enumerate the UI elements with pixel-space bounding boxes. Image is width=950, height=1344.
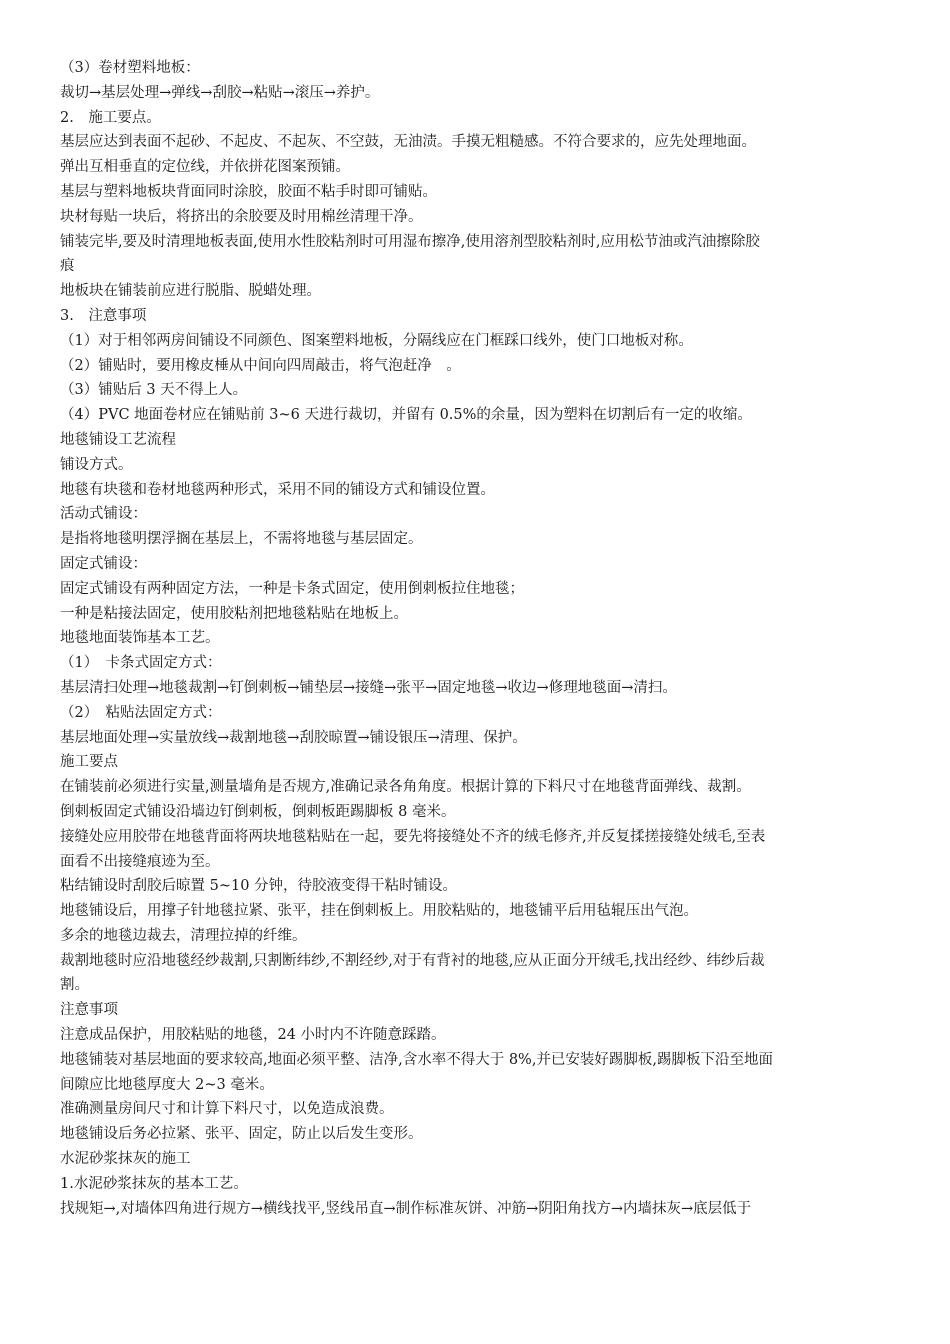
text-line: 接缝处应用胶带在地毯背面将两块地毯粘贴在一起，要先将接缝处不齐的绒毛修齐,并反复揉搓接缝处绒毛,至表	[60, 828, 766, 845]
text-line: 基层与塑料地板块背面同时涂胶，胶面不粘手时即可铺贴。	[60, 183, 437, 200]
text-line: 基层清扫处理→地毯裁割→钉倒刺板→铺垫层→接缝→张平→固定地毯→收边→修理地毯面→清扫。	[60, 679, 677, 696]
text-line: （1） 卡条式固定方式：	[60, 655, 222, 672]
text-line: 固定式铺设：	[60, 555, 147, 572]
text-line: 施工要点	[60, 754, 118, 771]
text-line: （3）铺贴后 3 天不得上人。	[60, 382, 248, 399]
text-line: 是指将地毯明摆浮搁在基层上，不需将地毯与基层固定。	[60, 531, 423, 548]
text-line: 割。	[60, 977, 89, 994]
text-line: 注意成品保护，用胶粘贴的地毯，24 小时内不许随意踩踏。	[60, 1027, 446, 1044]
text-line: （4）PVC 地面卷材应在铺贴前 3~6 天进行裁切，并留有 0.5%的余量，因为塑料在切割后有一定的收缩。	[60, 407, 752, 424]
text-line: 找规矩→,对墙体四角进行规方→横线找平,竖线吊直→制作标准灰饼、冲筋→阴阳角找方→内墙抹灰→底层低于	[60, 1200, 752, 1217]
text-line: 多余的地毯边裁去，清理拉掉的纤维。	[60, 927, 307, 944]
text-line: 水泥砂浆抹灰的施工	[60, 1151, 191, 1168]
text-line: 地毯铺设后，用撑子针地毯拉紧、张平，挂在倒刺板上。用胶粘贴的，地毯铺平后用毡辊压出气泡。	[60, 903, 698, 920]
text-line: 间隙应比地毯厚度大 2~3 毫米。	[60, 1076, 274, 1093]
text-line: 倒刺板固定式铺设沿墙边钉倒刺板，倒刺板距踢脚板 8 毫米。	[60, 803, 456, 820]
text-line: 2. 施工要点。	[60, 109, 161, 126]
text-line: 基层地面处理→实量放线→裁割地毯→刮胶晾置→铺设银压→清理、保护。	[60, 729, 527, 746]
text-line: 地毯地面装饰基本工艺。	[60, 630, 220, 647]
text-line: （1）对于相邻两房间铺设不同颜色、图案塑料地板，分隔线应在门框踩口线外，使门口地板对称。	[60, 332, 693, 349]
text-line: 裁切→基层处理→弹线→刮胶→粘贴→滚压→养护。	[60, 84, 380, 101]
text-line: 裁割地毯时应沿地毯经纱裁割,只割断纬纱,不割经纱,对于有背衬的地毯,应从正面分开绒毛,找出经纱、纬纱后裁	[60, 952, 765, 969]
text-line: 地毯铺设工艺流程	[60, 431, 176, 448]
text-line: 面看不出接缝痕迹为至。	[60, 853, 220, 870]
text-line: 在铺装前必须进行实量,测量墙角是否规方,准确记录各角角度。根据计算的下料尺寸在地毯背面弹线、裁割。	[60, 779, 751, 796]
document-page	[60, 56, 892, 1221]
text-line: 痕	[60, 258, 75, 275]
text-line: （3）卷材塑料地板：	[60, 60, 200, 76]
text-line: （2） 粘贴法固定方式：	[60, 704, 222, 721]
text-line: 粘结铺设时刮胶后晾置 5~10 分钟，待胶液变得干粘时铺设。	[60, 878, 458, 895]
text-line: 地毯铺设后务必拉紧、张平、固定，防止以后发生变形。	[60, 1126, 423, 1143]
text-line: 基层应达到表面不起砂、不起皮、不起灰、不空鼓，无油渍。手摸无粗糙感。不符合要求的，应先处理地面。	[60, 134, 756, 151]
text-line: 1.水泥砂浆抹灰的基本工艺。	[60, 1175, 248, 1192]
text-line: 块材每贴一块后，将挤出的余胶要及时用棉丝清理干净。	[60, 208, 423, 225]
text-line: 活动式铺设：	[60, 506, 147, 523]
text-line: 铺设方式。	[60, 456, 133, 473]
text-line: 地板块在铺装前应进行脱脂、脱蜡处理。	[60, 283, 321, 300]
text-line: 弹出互相垂直的定位线，并依拼花图案预铺。	[60, 159, 350, 176]
text-line: 一种是粘接法固定，使用胶粘剂把地毯粘贴在地板上。	[60, 605, 408, 622]
text-line: 注意事项	[60, 1002, 118, 1019]
text-line: 准确测量房间尺寸和计算下料尺寸，以免造成浪费。	[60, 1101, 394, 1118]
text-line: 3. 注意事项	[60, 307, 147, 324]
text-line: 地毯铺装对基层地面的要求较高,地面必须平整、洁净,含水率不得大于 8%,并已安装好踢脚板,踢脚板下沿至地面	[60, 1051, 774, 1068]
text-line: （2）铺贴时，要用橡皮棰从中间向四周敲击，将气泡赶净 。	[60, 357, 461, 374]
text-line: 固定式铺设有两种固定方法，一种是卡条式固定，使用倒刺板拉住地毯；	[60, 580, 524, 597]
text-line: 地毯有块毯和卷材地毯两种形式，采用不同的铺设方式和铺设位置。	[60, 481, 495, 498]
text-line: 铺装完毕,要及时清理地板表面,使用水性胶粘剂时可用湿布擦净,使用溶剂型胶粘剂时,应用松节油或汽油擦除胶	[60, 233, 760, 250]
